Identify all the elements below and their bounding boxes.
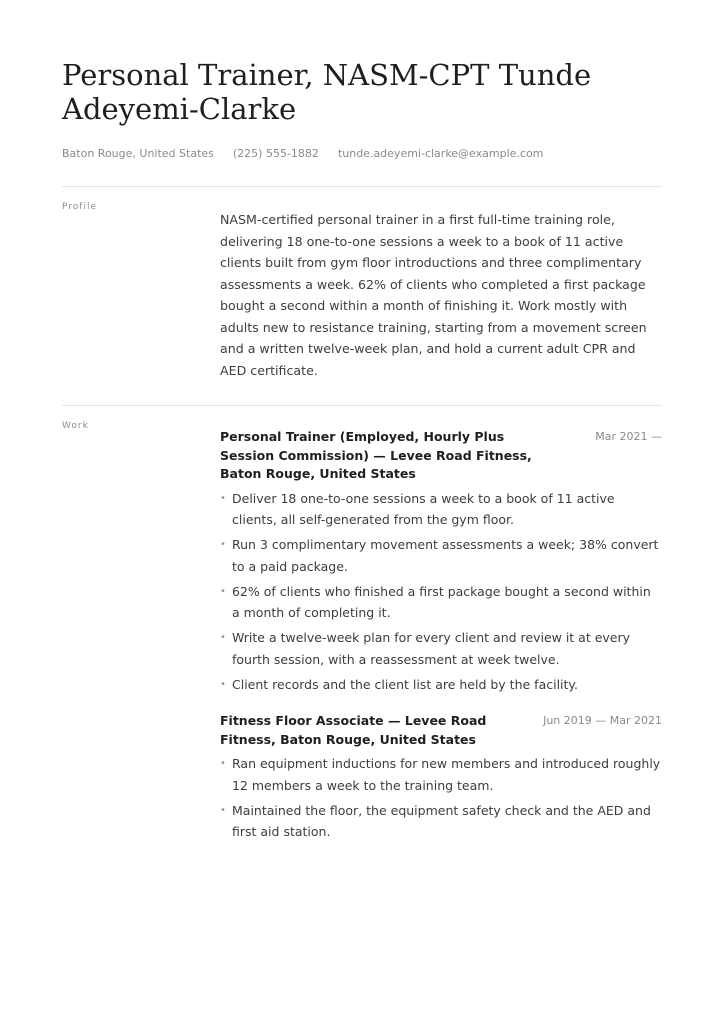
- bullet-dot-icon: •: [220, 678, 226, 690]
- job-title: Personal Trainer (Employed, Hourly Plus Session Commission) — Levee Road Fitness, Baton Rouge, United States: [220, 429, 532, 481]
- bullet-text: Deliver 18 one-to-one sessions a week to a book of 11 active clients, all self-generated from the gym floor.: [232, 490, 615, 527]
- bullet-dot-icon: •: [220, 804, 226, 816]
- bullet-item: [220, 674, 662, 696]
- bullet-dot-icon: •: [220, 632, 226, 643]
- bullet-text: Run 3 complimentary movement assessments a week; 38% convert to a paid package.: [232, 537, 659, 574]
- bullet-dot-icon: •: [220, 585, 226, 597]
- bullet-item: [220, 488, 662, 531]
- job-entry: [220, 428, 662, 695]
- bullet-item: [220, 581, 662, 624]
- email-text: tunde.adeyemi-clarke@example.com: [337, 147, 544, 160]
- bullet-dot-icon: •: [220, 758, 226, 769]
- bullet-text: 62% of clients who finished a first package bought a second within a month of completing it.: [232, 583, 651, 620]
- profile-body: [220, 187, 662, 405]
- bullet-item: [220, 627, 662, 670]
- bullet-text: Client records and the client list are held by the facility.: [232, 676, 579, 692]
- bullet-text: Ran equipment inductions for new members and introduced roughly 12 members a week to the training team.: [232, 756, 661, 793]
- bullet-item: [220, 753, 662, 796]
- job-entry: [220, 712, 662, 843]
- profile-section-label: Profile: [62, 202, 97, 212]
- contact-line: [62, 147, 662, 160]
- bullet-text: Maintained the floor, the equipment safety check and the AED and first aid station.: [232, 802, 651, 839]
- resume-page: [62, 58, 662, 860]
- work-body: [220, 406, 662, 860]
- job-header: [220, 428, 662, 484]
- bullet-dot-icon: •: [220, 539, 226, 550]
- bullet-dot-icon: •: [220, 492, 226, 504]
- bullet-item: [220, 800, 662, 843]
- job-header: [220, 712, 662, 749]
- location-text: Baton Rouge, United States: [62, 147, 214, 160]
- job-title: Fitness Floor Associate — Levee Road Fitness, Baton Rouge, United States: [220, 713, 487, 747]
- job-bullets: [220, 488, 662, 696]
- job-bullets: [220, 753, 662, 843]
- phone-text: (225) 555-1882: [232, 147, 319, 160]
- work-section-label: Work: [62, 421, 89, 431]
- profile-section: [62, 187, 662, 405]
- job-dates: Jun 2019 — Mar 2021: [543, 714, 662, 727]
- profile-summary: NASM-certified personal trainer in a first full-time training role, delivering 18 one-to-one sessions a week to a book of 11 active clients built from gym floor introductions and three complimentary assessments a week. 62% of clients who completed a first package bought a second within a month of finishing it. Work mostly with adults new to resistance training, starting from a movement screen and a written twelve-week plan, and hold a current adult CPR and AED certificate.: [220, 212, 647, 378]
- bullet-item: [220, 534, 662, 577]
- resume-name-heading: Personal Trainer, NASM-CPT Tunde Adeyemi-Clarke: [62, 58, 592, 126]
- work-section: [62, 406, 662, 860]
- job-dates: Mar 2021 —: [595, 430, 662, 443]
- bullet-text: Write a twelve-week plan for every client and review it at every fourth session, with a reassessment at week twelve.: [232, 630, 631, 667]
